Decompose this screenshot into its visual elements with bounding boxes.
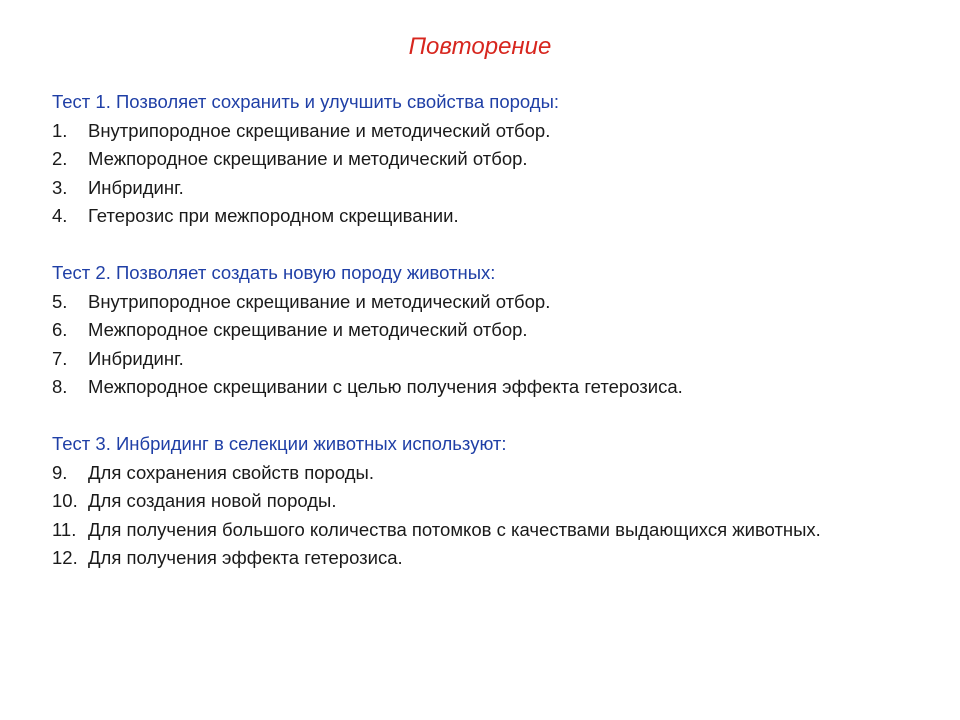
answer-item: [52, 373, 902, 402]
answer-text: Инбридинг.: [88, 176, 184, 198]
answer-number: 8.: [52, 376, 68, 397]
answer-text: Для получения эффекта гетерозиса.: [88, 547, 403, 568]
test-3-heading: Тест 3. Инбридинг в селекции животных используют:: [52, 433, 507, 454]
answer-text: Межпородное скрещивании с целью получения эффекта гетерозиса.: [88, 376, 683, 397]
answer-text: Инбридинг.: [88, 347, 184, 369]
slide-content: [52, 88, 902, 601]
answer-text: Внутрипородное скрещивание и методический отбор.: [88, 290, 551, 312]
answer-item: [52, 459, 902, 488]
answer-number: 6.: [52, 319, 68, 340]
answer-item: [52, 544, 902, 573]
answer-number: 12.: [52, 547, 78, 568]
answer-number: 4.: [52, 205, 68, 226]
answer-text: Для создания новой породы.: [88, 490, 337, 511]
test-1-block: [52, 88, 902, 231]
answer-text: Для получения большого количества потомков с качествами выдающихся животных.: [88, 518, 821, 540]
answer-number: 5.: [52, 290, 68, 312]
test-3-answers: [52, 459, 902, 573]
answer-number: 11.: [52, 518, 77, 540]
answer-number: 7.: [52, 347, 68, 369]
test-2-answers: [52, 288, 902, 402]
answer-number: 2.: [52, 148, 68, 169]
answer-text: Внутрипородное скрещивание и методический отбор.: [88, 119, 551, 141]
answer-item: [52, 202, 902, 231]
answer-number: 3.: [52, 176, 68, 198]
test-2-block: [52, 259, 902, 402]
answer-item: [52, 316, 902, 345]
answer-text: Для сохранения свойств породы.: [88, 461, 374, 483]
answer-item: [52, 174, 902, 203]
answer-number: 9.: [52, 461, 68, 483]
answer-text: Межпородное скрещивание и методический отбор.: [88, 319, 528, 340]
answer-text: Гетерозис при межпородном скрещивании.: [88, 205, 459, 226]
answer-item: [52, 288, 902, 317]
answer-number: 1.: [52, 119, 68, 141]
answer-item: [52, 145, 902, 174]
slide-title: Повторение: [408, 33, 552, 60]
answer-text: Межпородное скрещивание и методический отбор.: [88, 148, 528, 169]
test-1-heading: Тест 1. Позволяет сохранить и улучшить свойства породы:: [52, 91, 560, 112]
test-3-block: [52, 430, 902, 573]
test-2-heading: Тест 2. Позволяет создать новую породу животных:: [52, 262, 496, 283]
answer-item: [52, 516, 902, 545]
answer-number: 10.: [52, 490, 78, 511]
test-1-answers: [52, 117, 902, 231]
answer-item: [52, 487, 902, 516]
answer-item: [52, 117, 902, 146]
answer-item: [52, 345, 902, 374]
